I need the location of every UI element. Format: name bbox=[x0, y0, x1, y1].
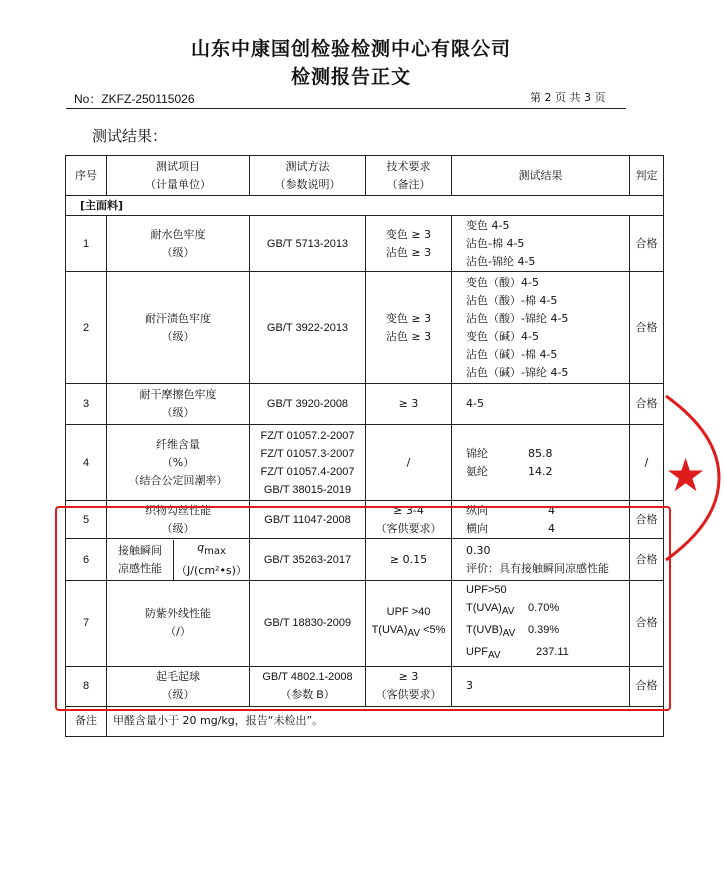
row-result: 变色 4-5 沾色-棉 4-5 沾色-锦纶 4-5 bbox=[452, 216, 630, 272]
row-method: GB/T 35263-2017 bbox=[250, 539, 366, 581]
row-method: FZ/T 01057.2-2007 FZ/T 01057.3-2007 FZ/T 01057.4-2007 GB/T 38015-2019 bbox=[250, 425, 366, 501]
row-item: 耐水色牢度 （级） bbox=[107, 216, 250, 272]
row-method: GB/T 4802.1-2008 （参数 B） bbox=[250, 666, 366, 706]
row-method: GB/T 3920-2008 bbox=[250, 384, 366, 425]
row-item: 耐干摩擦色牢度 （级） bbox=[107, 384, 250, 425]
col-method: 测试方法 （参数说明） bbox=[250, 156, 366, 196]
row-item: 防紫外线性能 （/） bbox=[107, 581, 250, 667]
row-requirement: 变色 ≥ 3 沾色 ≥ 3 bbox=[366, 216, 452, 272]
row-verdict: 合格 bbox=[630, 501, 664, 539]
row-result: 0.30 评价：具有接触瞬间凉感性能 bbox=[452, 539, 630, 581]
group-label: [主面料] bbox=[66, 196, 664, 216]
note-text: 甲醛含量小于 20 mg/kg，报告“未检出”。 bbox=[107, 706, 664, 736]
row-method: GB/T 5713-2013 bbox=[250, 216, 366, 272]
col-verdict: 判定 bbox=[630, 156, 664, 196]
row-item: 织物勾丝性能 （级） bbox=[107, 501, 250, 539]
row-method: GB/T 18830-2009 bbox=[250, 581, 366, 667]
row-requirement: UPF >40 $T(UVA)_{AV} <5\%$ bbox=[366, 581, 452, 667]
col-requirement: 技术要求 （备注） bbox=[366, 156, 452, 196]
table-row bbox=[66, 425, 664, 501]
group-row bbox=[66, 196, 664, 216]
row-no: 7 bbox=[66, 581, 107, 667]
row-requirement: / bbox=[366, 425, 452, 501]
row-result: UPF>50 $T(UVA)_{AV}$ 0.70% $T(UVB)_{AV}$ 0.39% $UPF_{AV}$ 237.11 bbox=[452, 581, 630, 667]
row-no: 1 bbox=[66, 216, 107, 272]
section-title: 测试结果： bbox=[92, 127, 168, 145]
row-item: 耐汗渍色牢度 （级） bbox=[107, 272, 250, 384]
row-verdict: 合格 bbox=[630, 384, 664, 425]
table-header-row bbox=[66, 156, 664, 196]
row-no: 8 bbox=[66, 666, 107, 706]
row-item: 接触瞬间 凉感性能 $q_{max}$ （J/(cm²•s)） bbox=[107, 539, 250, 581]
row-no: 4 bbox=[66, 425, 107, 501]
header-divider bbox=[66, 108, 626, 109]
row-verdict: 合格 bbox=[630, 539, 664, 581]
row-result: 纵向 4 横向 4 bbox=[452, 501, 630, 539]
note-label: 备注 bbox=[66, 706, 107, 736]
row-no: 2 bbox=[66, 272, 107, 384]
row-verdict: 合格 bbox=[630, 666, 664, 706]
row-method: GB/T 11047-2008 bbox=[250, 501, 366, 539]
row-result: 变色（酸）4-5 沾色（酸）-棉 4-5 沾色（酸）-锦纶 4-5 变色（碱）4-5 沾色（碱）-棉 4-5 沾色（碱）-锦纶 4-5 bbox=[452, 272, 630, 384]
row-verdict: / bbox=[630, 425, 664, 501]
row-requirement: ≥ 0.15 bbox=[366, 539, 452, 581]
seal-star-icon: ★ bbox=[665, 448, 707, 502]
row-requirement: ≥ 3-4 （客供要求） bbox=[366, 501, 452, 539]
row-no: 6 bbox=[66, 539, 107, 581]
row-item: 纤维含量 （%） （结合公定回潮率） bbox=[107, 425, 250, 501]
row-method: GB/T 3922-2013 bbox=[250, 272, 366, 384]
row-item: 起毛起球 （级） bbox=[107, 666, 250, 706]
table-row bbox=[66, 384, 664, 425]
row-verdict: 合格 bbox=[630, 581, 664, 667]
org-name: 山东中康国创检验检测中心有限公司 bbox=[190, 38, 511, 60]
col-result: 测试结果 bbox=[452, 156, 630, 196]
row-verdict: 合格 bbox=[630, 216, 664, 272]
row-result: 3 bbox=[452, 666, 630, 706]
table-row bbox=[66, 216, 664, 272]
row-requirement: ≥ 3 bbox=[366, 384, 452, 425]
table-row bbox=[66, 272, 664, 384]
page-indicator: 第 2 页 共 3 页 bbox=[530, 91, 606, 104]
row-verdict: 合格 bbox=[630, 272, 664, 384]
col-seq: 序号 bbox=[66, 156, 107, 196]
row-no: 5 bbox=[66, 501, 107, 539]
row-requirement: 变色 ≥ 3 沾色 ≥ 3 bbox=[366, 272, 452, 384]
col-item: 测试项目 （计量单位） bbox=[107, 156, 250, 196]
document-title: 检测报告正文 bbox=[290, 66, 411, 88]
row-requirement: ≥ 3 （客供要求） bbox=[366, 666, 452, 706]
report-number: No：ZKFZ-250115026 bbox=[74, 92, 195, 106]
red-highlight-box bbox=[55, 506, 671, 711]
row-result: 4-5 bbox=[452, 384, 630, 425]
row-result: 锦纶 85.8 氨纶 14.2 bbox=[452, 425, 630, 501]
row-no: 3 bbox=[66, 384, 107, 425]
